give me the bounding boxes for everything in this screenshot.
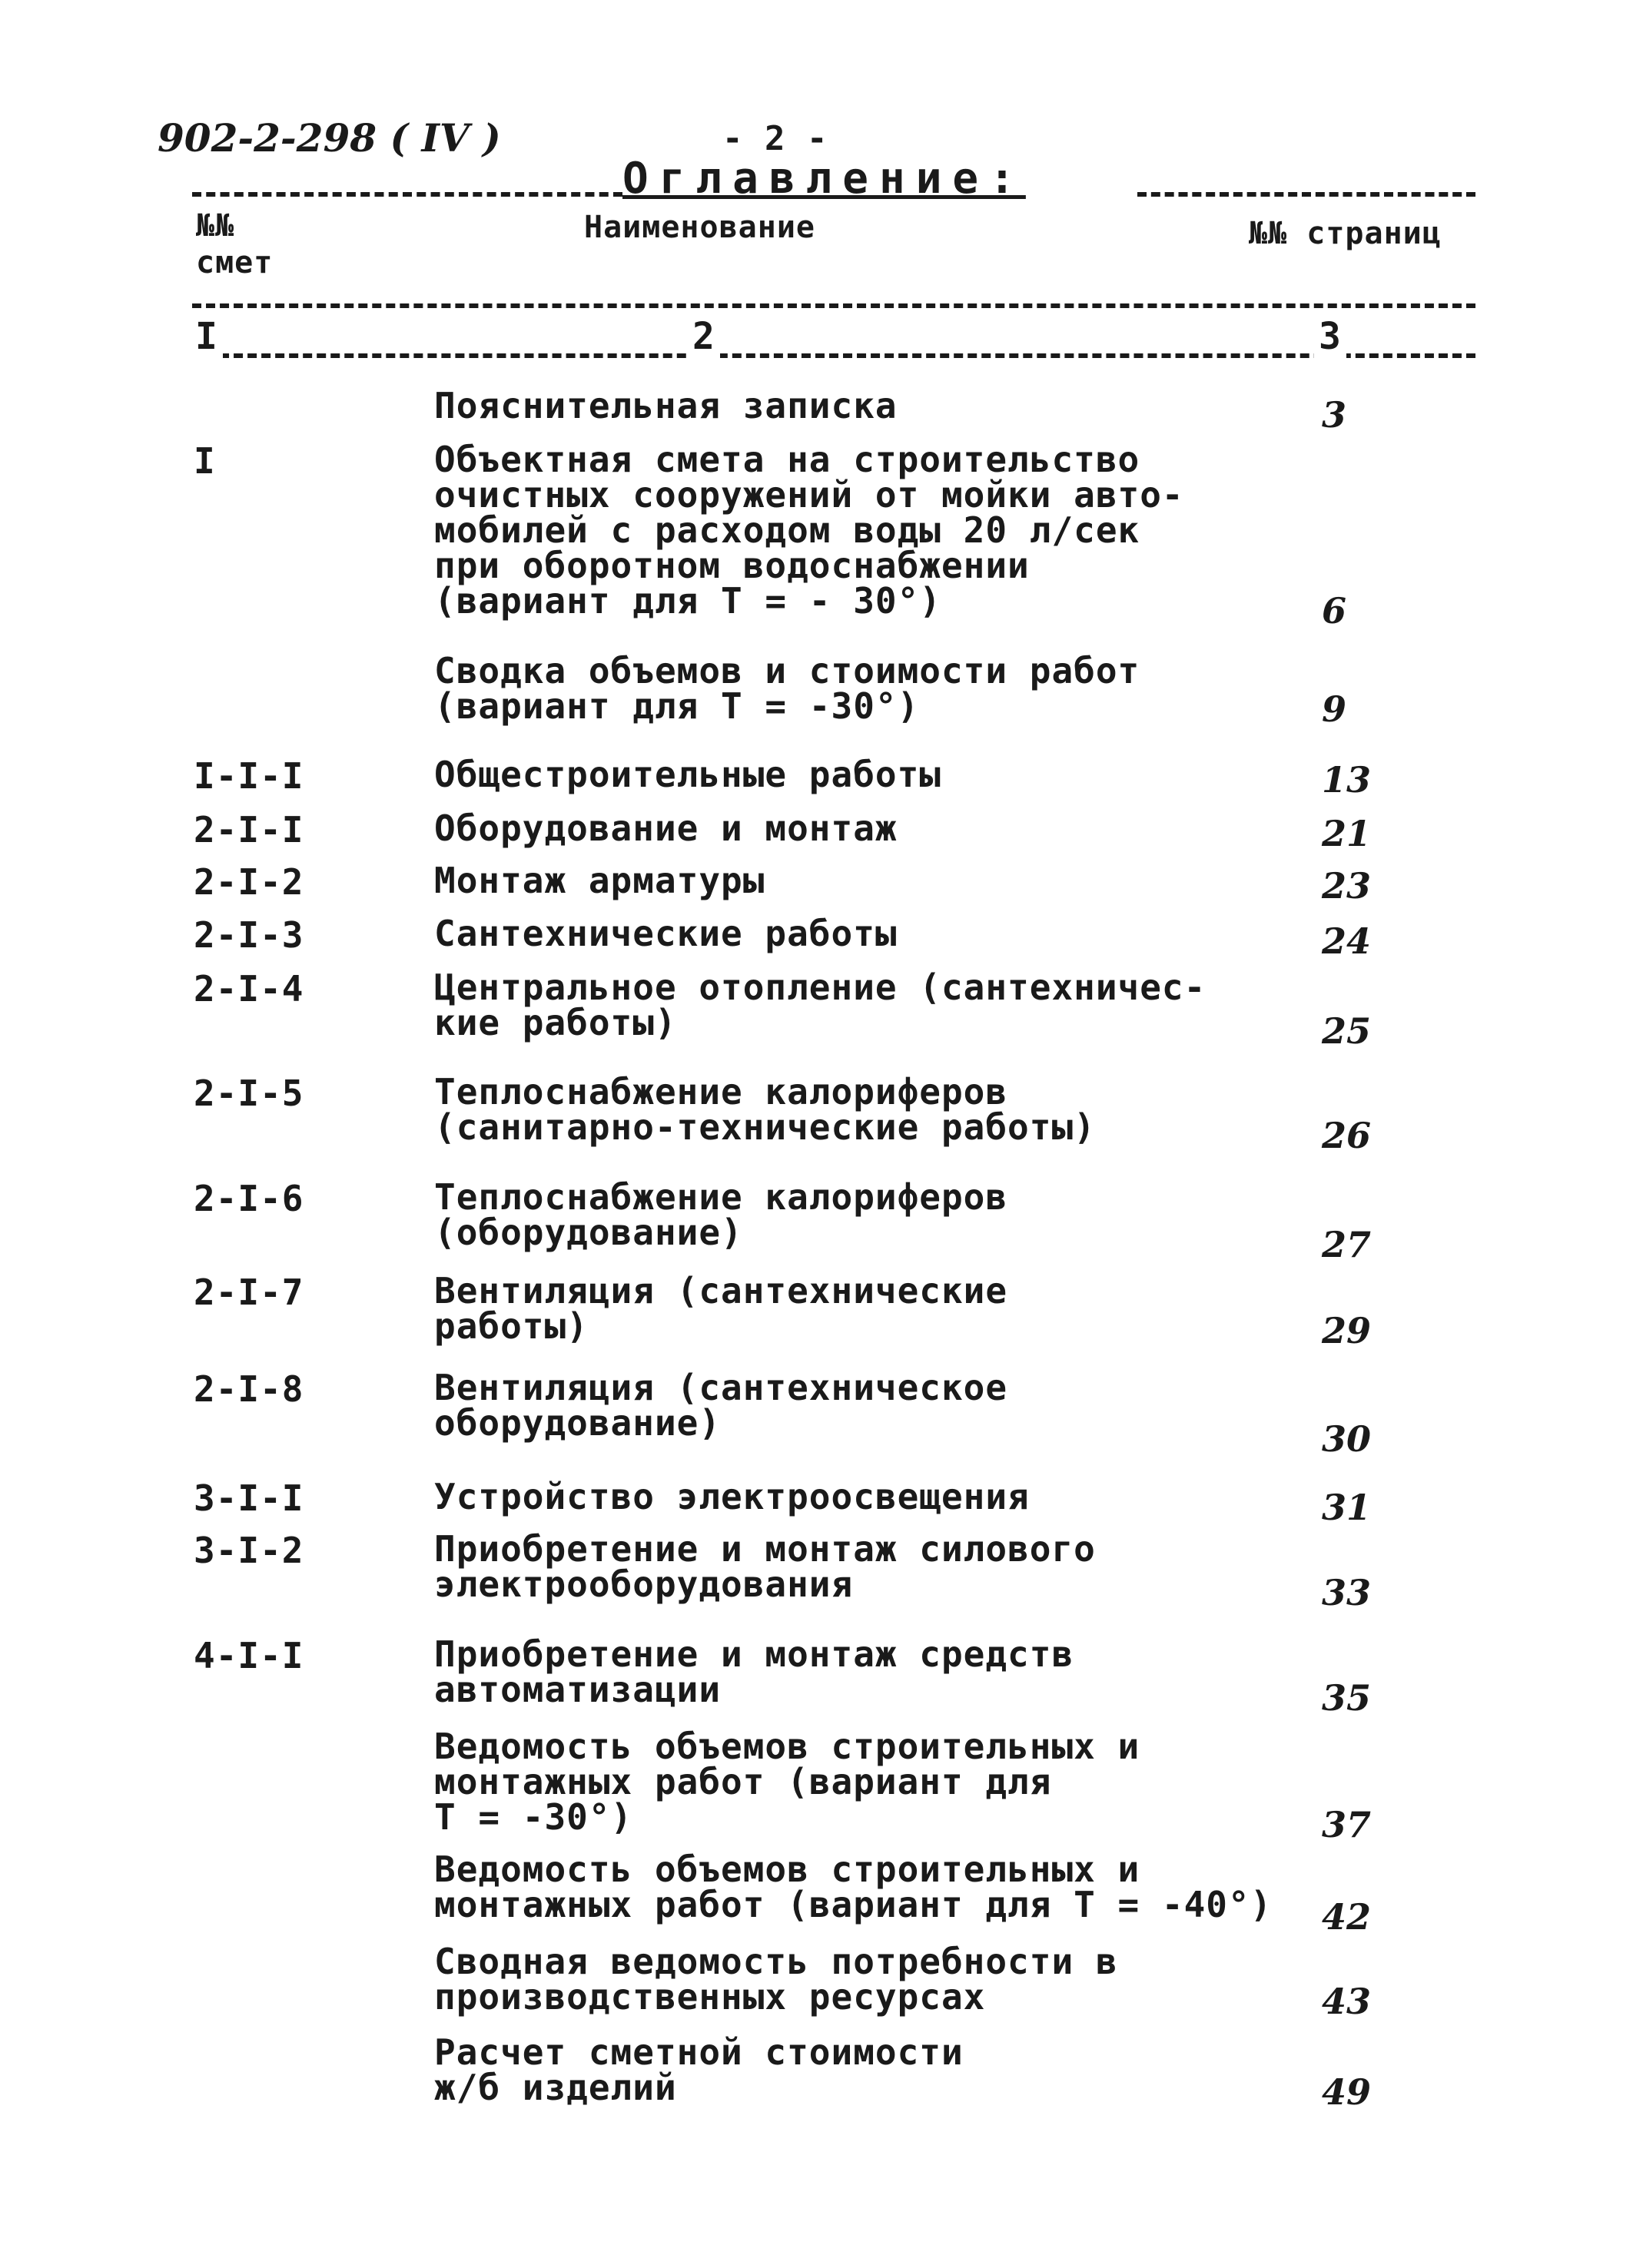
title-dashes-right [1137, 192, 1475, 197]
item-page: 3 [1322, 394, 1347, 436]
page-number: - 2 - [722, 119, 828, 158]
estimate-number: I-I-I [194, 755, 304, 797]
column-number-1: I [191, 315, 223, 358]
estimate-number: I [194, 440, 216, 482]
item-title: Ведомость объемов строительных и монтажных работ (вариант для T = -40°) [434, 1849, 1273, 1925]
item-title: Теплоснабжение калориферов (оборудование) [434, 1176, 1008, 1253]
item-title: Сводка объемов и стоимости работ (вариант для T = -30°) [434, 650, 1140, 727]
item-title: Приобретение и монтаж силового электрооборудования [434, 1528, 1096, 1605]
item-title: Объектная смета на строительство очистных сооружений от мойки авто- мобилей с расходом воды 20 л/сек при оборотном водоснабжении (вариант для T = - 30°) [434, 439, 1184, 622]
column-header-number: №№ смет [196, 208, 274, 280]
item-page: 30 [1322, 1418, 1372, 1460]
item-page: 43 [1322, 1981, 1372, 2022]
estimate-number: 2-I-8 [194, 1368, 304, 1410]
item-page: 31 [1322, 1487, 1372, 1528]
estimate-number: 2-I-7 [194, 1272, 304, 1313]
item-title: Вентиляция (сантехнические работы) [434, 1270, 1008, 1347]
item-page: 27 [1322, 1224, 1372, 1265]
item-page: 25 [1322, 1010, 1372, 1052]
item-page: 37 [1322, 1804, 1372, 1845]
item-title: Сводная ведомость потребности в производственных ресурсах [434, 1941, 1118, 2018]
column-number-2: 2 [688, 315, 720, 358]
estimate-number: 2-I-4 [194, 968, 304, 1010]
item-title: Монтаж арматуры [434, 860, 765, 901]
item-page: 35 [1322, 1677, 1372, 1719]
item-title: Сантехнические работы [434, 913, 898, 954]
column-number-divider [192, 353, 1475, 358]
title-dashes-left [192, 192, 622, 197]
column-header-page: №№ страниц [1249, 216, 1442, 251]
item-title: Вентиляция (сантехническое оборудование) [434, 1367, 1008, 1444]
item-title: Теплоснабжение калориферов (санитарно-технические работы) [434, 1071, 1096, 1148]
item-page: 42 [1322, 1896, 1372, 1938]
item-title: Устройство электроосвещения [434, 1476, 1030, 1517]
item-title: Оборудование и монтаж [434, 807, 898, 849]
item-page: 21 [1322, 813, 1372, 854]
estimate-number: 2-I-5 [194, 1073, 304, 1114]
item-page: 26 [1322, 1115, 1372, 1156]
item-page: 6 [1322, 590, 1347, 632]
estimate-number: 2-I-3 [194, 914, 304, 956]
item-page: 24 [1322, 920, 1372, 962]
estimate-number: 3-I-I [194, 1477, 304, 1519]
page-title: Оглавление: [622, 154, 1026, 204]
item-page: 33 [1322, 1572, 1372, 1613]
item-title: Расчет сметной стоимости ж/б изделий [434, 2031, 964, 2108]
item-title: Приобретение и монтаж средств автоматизации [434, 1633, 1074, 1710]
estimate-number: 4-I-I [194, 1635, 304, 1676]
item-title: Центральное отопление (сантехничес- кие работы) [434, 967, 1206, 1043]
item-page: 9 [1322, 688, 1347, 730]
item-page: 13 [1322, 759, 1372, 801]
item-title: Общестроительные работы [434, 754, 941, 795]
item-page: 23 [1322, 865, 1372, 907]
item-page: 49 [1322, 2071, 1372, 2113]
estimate-number: 2-I-2 [194, 861, 304, 903]
estimate-number: 3-I-2 [194, 1530, 304, 1571]
column-number-3: 3 [1314, 315, 1346, 358]
item-page: 29 [1322, 1310, 1372, 1351]
document-code: 902-2-298 ( IV ) [158, 115, 501, 161]
estimate-number: 2-I-6 [194, 1178, 304, 1219]
estimate-number: 2-I-I [194, 809, 304, 850]
column-header-name: Наименование [584, 210, 815, 245]
item-title: Ведомость объемов строительных и монтажных работ (вариант для T = -30°) [434, 1726, 1140, 1838]
item-title: Пояснительная записка [434, 385, 898, 426]
header-divider [192, 303, 1475, 308]
